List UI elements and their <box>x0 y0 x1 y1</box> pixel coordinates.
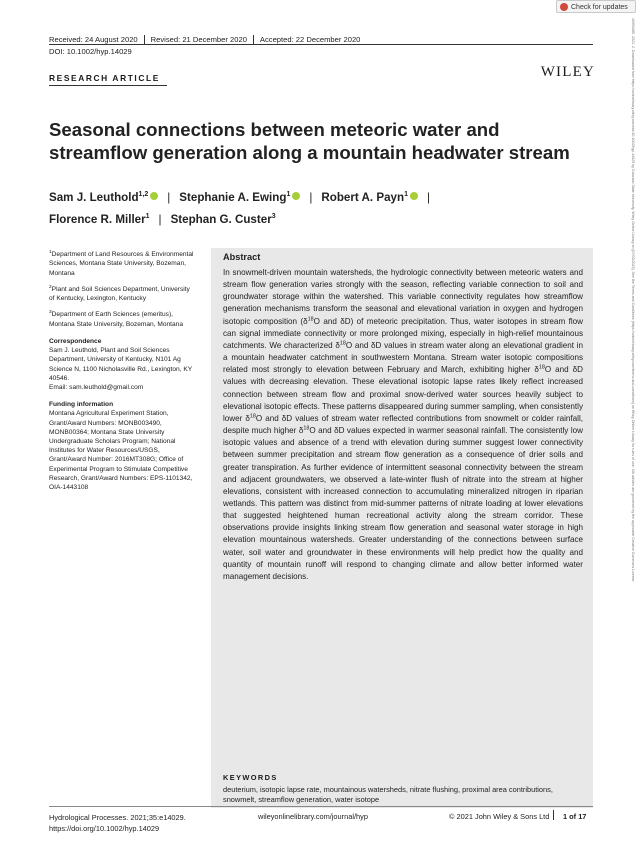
author-2[interactable]: Stephanie A. Ewing$^1$ <box>179 190 291 204</box>
revised-date: Revised: 21 December 2020 <box>150 35 247 44</box>
affiliation: $^3$Department of Earth Sciences (emeritus), Montana State University, Bozeman, Montana <box>49 310 184 328</box>
funding-text: Montana Agricultural Experiment Station, Grant/Award Numbers: MONB003490, MONB00364; Montana State University Undergraduate Scholars Program; National Institutes for Water Resources/USGS, Grant/Award Number: 2016MT308G; Office of Experimental Program to Stimulate Competitive Research, Grant/Award Numbers: EPS-1101342, OIA-1443108 <box>49 410 193 492</box>
article-dates <box>49 35 360 44</box>
date-separator <box>253 35 254 44</box>
received-date: Received: 24 August 2020 <box>49 35 138 44</box>
footer-separator <box>553 810 554 820</box>
keywords-heading: KEYWORDS <box>223 773 278 782</box>
affiliation: $^2$Plant and Soil Sciences Department, University of Kentucky, Lexington, Kentucky <box>49 284 190 303</box>
footer-journal: Hydrological Processes. 2021;35:e14029. <box>49 813 186 822</box>
orcid-icon[interactable] <box>150 192 158 200</box>
abstract-text: In snowmelt-driven mountain watersheds, the hydrologic connectivity between meteoric waters and stream flow generation varies strongly with the season, reflecting variable connection to soil and groundwater storage within the watershed. This variable connectivity regulates how streamflow generation mechanisms transform the seasonal and elevational variation in oxygen and hydrogen isotopic composition ($\delta^{18}O$ and δD) of meteoric precipitation. Thus, water isotopes in stream flow can signal immediate connectivity or more prolonged mixing, especially in high-relief mountainous catchments. We characterized $\delta^{18}O$ and δD values in stream water along an elevational gradient in a mountain headwater catchment in southwestern Montana. Stream water isotopic compositions related most strongly to elevation between February and March, exhibiting higher $\delta^{18}O$ and δD values with decreasing elevation. These elevational isotopic lapse rates likely reflect increased connection between stream flow and proximal snow-derived water sources heavily subject to elevational isotopic effects. These patterns disappeared during summer sampling, when consistently lower $\delta^{18}O$ and δD values of stream water reflected contributions from snowmelt or colder rainfall, despite much higher $\delta^{18}O$ and δD values expected in warmer seasonal rainfall. The consistently low isotopic values and absence of a trend with elevation during summer suggest lower connectivity between summer precipitation and stream flow generation as a consequence of drier soils and greater transpiration. As further evidence of intermittent seasonal connectivity between the stream and adjacent groundwaters, we observed a late-winter flush of nitrate into the stream at higher elevations, consistent with increased connection to accumulating mineralized nitrogen in riparian wetlands. This pattern was distinct from mid-summer patterns of nitrate loading at lower elevations that suggested heightened human recreational activity along the stream corridor. These observations provide insights linking stream flow generation and seasonal water storage in high elevation mountainous watersheds. Greater understanding of the connections between surface water, soil water and groundwater in these environments will help predict how the quality and quantity of mountain runoff will respond to changing climate and allow better informed water management decisions. <box>223 268 584 581</box>
date-separator <box>144 35 145 44</box>
article-title: Seasonal connections between meteoric water and streamflow generation along a mountain headwater stream <box>49 119 570 163</box>
author-5[interactable]: Stephan G. Custer$^3$ <box>170 212 276 226</box>
funding-heading: Funding information <box>49 401 114 409</box>
section-label: RESEARCH ARTICLE <box>49 73 160 83</box>
footer-rule <box>49 806 593 807</box>
section-underline <box>49 85 167 86</box>
correspondence-email[interactable]: Email: sam.leuthold@gmail.com <box>49 384 144 391</box>
author-3[interactable]: Robert A. Payn$^1$ <box>321 190 408 204</box>
author-list: Sam J. Leuthold$^{1,2}$ | Stephanie A. Ewing$^1$ | Robert A. Payn$^1$ | Florence R. Miller$^1$ | Stephan G. Custer$^3$ <box>49 190 430 226</box>
author-4[interactable]: Florence R. Miller$^1$ <box>49 212 150 226</box>
check-updates-icon <box>560 3 568 11</box>
orcid-icon[interactable] <box>292 192 300 200</box>
author-1[interactable]: Sam J. Leuthold$^{1,2}$ <box>49 190 149 204</box>
check-updates-label: Check for updates <box>571 4 628 11</box>
affiliations <box>49 248 195 329</box>
header-rule <box>49 44 593 45</box>
footer-doi-link[interactable]: https://doi.org/10.1002/hyp.14029 <box>49 824 160 833</box>
footer-copyright: © 2021 John Wiley & Sons Ltd <box>449 812 550 821</box>
download-notice-sidebar: 10991085, 2021, 2, Downloaded from https://onlinelibrary.wiley.com/doi/10.1002/hyp.14029 by Colorado State University, Wiley Online Library on [07/03/2023]. See the Terms and Conditions (https://onlinelibrary.wiley.com/terms-and-conditions) on Wiley Online Library for rules of use; OA articles are governed by the applicable Creative Commons License <box>631 18 635 582</box>
correspondence-heading: Correspondence <box>49 337 102 345</box>
doi[interactable]: DOI: 10.1002/hyp.14029 <box>49 47 132 56</box>
funding <box>49 400 195 492</box>
abstract-heading: Abstract <box>223 252 261 262</box>
article-info-column <box>49 248 195 500</box>
keywords-text: deuterium, isotopic lapse rate, mountainous watersheds, nitrate flushing, proximal area contributions, snowmelt, streamflow generation, water isotope <box>223 785 553 804</box>
correspondence-text: Sam J. Leuthold, Plant and Soil Sciences Department, University of Kentucky, N101 Ag Science N, 1100 Nicholasville Rd., Lexington, KY 40546. <box>49 347 193 382</box>
footer-citation <box>49 812 186 834</box>
footer-website-link[interactable]: wileyonlinelibrary.com/journal/hyp <box>258 812 368 821</box>
correspondence <box>49 337 195 392</box>
publisher-logo: WILEY <box>540 64 595 80</box>
page-number: 1 of 17 <box>563 812 587 821</box>
orcid-icon[interactable] <box>410 192 418 200</box>
check-for-updates-button[interactable] <box>556 0 636 13</box>
accepted-date: Accepted: 22 December 2020 <box>259 35 361 44</box>
affiliation: $^1$Department of Land Resources & Environmental Sciences, Montana State University, Bozeman, Montana <box>49 250 194 277</box>
